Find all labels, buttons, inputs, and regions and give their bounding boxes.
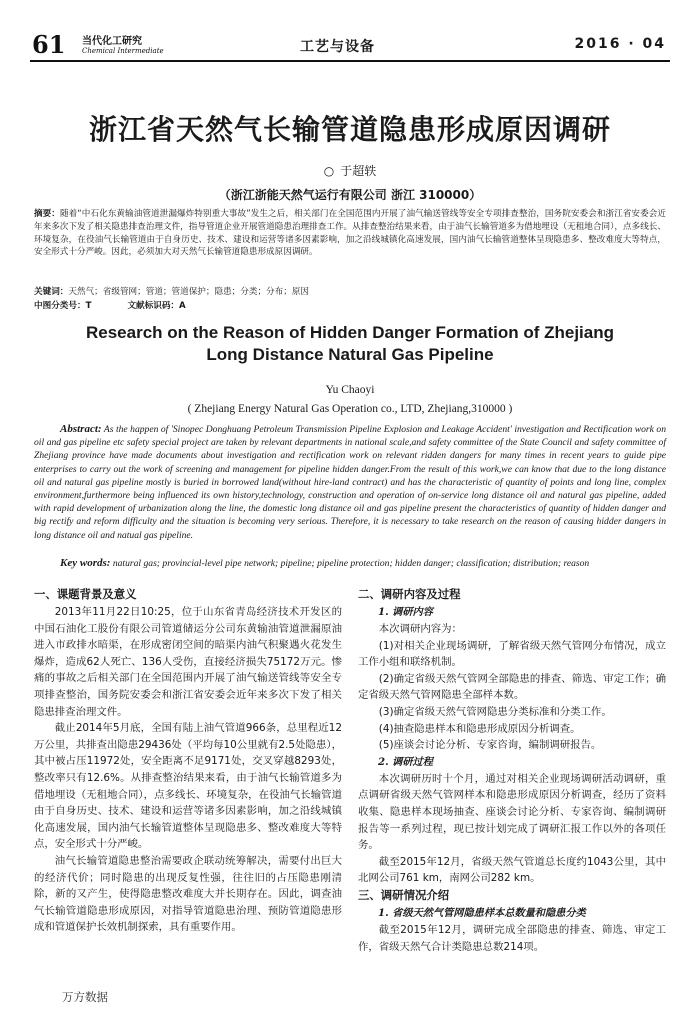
keywords-cn-label: 关键词： [34,287,69,297]
abstract-en [34,423,666,542]
keywords-en-label: Key words: [60,557,111,569]
paper-title-en-line1: Research on the Reason of Hidden Danger Formation of Zhejiang [85,323,614,342]
list-item: (3)确定省级天然气管网隐患分类标准和分类工作。 [378,705,612,718]
paper-title-en-line2: Long Distance Natural Gas Pipeline [206,345,494,364]
source-watermark: 万方数据 [62,990,108,1004]
list-item: (4)抽查隐患样本和隐患形成原因分析调查。 [378,722,581,735]
body-paragraph: 截至2015年12月，省级天然气管道总长度约1043公里，其中北网公司761 km，南网公司282 km。 [358,855,666,885]
abstract-cn-label: 摘要： [34,209,60,219]
body-paragraph: 2013年11月22日10:25，位于山东省青岛经济技术开发区的中国石油化工股份有限公司管道储运分公司东黄输油管道泄漏原油进入市政排水暗渠，在形成密闭空间的暗渠内油气积聚遇火花发生爆炸，造成62人死亡、136人受伤，直接经济损失75172万元。惨痛的事故之后相关部门在全国范围内开展了油气输送管线等安全专项排查整治，国务院安委会和浙江省安委会近年来多次下发了相关隐患排查治理文件。 [34,606,342,718]
issue-number: 2016 · 04 [574,36,666,52]
list-item: (2)确定省级天然气管网全部隐患的排查、筛选、审定工作；确定省级天然气管网隐患全部样本数。 [358,672,666,702]
section-heading-1: 一、课题背景及意义 [34,587,137,601]
body-paragraph: 油气长输管道隐患整治需要政企联动统筹解决，需要付出巨大的经济代价；同时隐患的出现反复性强，往往旧的占压隐患刚清除，新的又产生，使得隐患整改难度大并长期存在。因此，调查油气长输管道隐患形成原因，对指导管道隐患治理、预防管道隐患形成和管道保护长效机制探索，具有重要作用。 [34,854,342,934]
keywords-en [34,557,666,570]
journal-name-cn: 当代化工研究 [82,36,142,47]
list-item: (1)对相关企业现场调研，了解省级天然气管网分布情况，成立工作小组和联络机制。 [358,639,666,669]
journal-name-en: Chemical Intermediate [82,47,164,55]
list-item: (5)座谈会讨论分析、专家咨询，编制调研报告。 [378,739,602,752]
body-paragraph: 截至2015年12月，调研完成全部隐患的排查、筛选、审定工作，省级天然气合计类隐患总数214项。 [358,923,666,953]
author-name-cn: 于超轶 [340,164,377,178]
classification-label: 中图分类号： [34,301,86,311]
doc-code: A [179,301,186,311]
keywords-cn [34,286,666,299]
section-title: 工艺与设备 [300,39,375,55]
affiliation-en: ( Zhejiang Energy Natural Gas Operation co., LTD, Zhejiang,310000 ) [187,403,513,415]
body-column-left [34,586,342,936]
body-paragraph: 本次调研内容为： [378,623,462,635]
author-en: Yu Chaoyi [325,384,375,396]
affiliation-cn: （浙江浙能天然气运行有限公司 浙江 310000） [218,188,482,202]
journal-name [82,32,164,55]
abstract-cn-text: 随着“中石化东黄输油管道泄漏爆炸特别重大事故”发生之后，相关部门在全国范围内开展了油气输送管线等安全专项排查整治，国务院安委会和浙江省安委会近年来多次下发了相关隐患排查治理文件，指导管道企业开展管道隐患治理排查工作。从排查整治结果来看，由于油气长输管道多为借地埋设（无租地合同），点多线长、环境复杂，在役油气长输管道由于自身历史、技术、建设和运营等诸多因素影响，加之沿线城镇化高速发展，国内油气长输管道整体呈现隐患多、整改难度大等特点，安全形式十分严峻。因此，必须加大对天然气长输管道隐患形成原因调研。 [34,209,666,258]
abstract-en-label: Abstract: [60,423,102,435]
body-paragraph: 本次调研历时十个月，通过对相关企业现场调研活动调研，重点调研省级天然气管网样本和隐患形成原因分析调查，经历了资料收集、隐患样本现场抽查、座谈会讨论分析、专家咨询、编制调研报告等一系列过程，现已按计划完成了调研汇报工作以外的各项任务。 [358,772,666,852]
abstract-cn [34,208,666,259]
keywords-cn-text: 天然气；省级管网；管道；管道保护；隐患；分类；分布；原因 [68,287,310,297]
subsection-heading: 2. 调研过程 [378,755,433,768]
keywords-en-text: natural gas; provincial-level pipe network; pipeline; pipeline protection; hidden danger; classification; distribution; reason [112,558,590,569]
classification-code: T [85,301,92,311]
section-heading-2: 二、调研内容及过程 [358,587,461,601]
subsection-heading: 1. 调研内容 [378,606,433,618]
section-heading-3: 三、调研情况介绍 [358,887,450,902]
subsection-heading: 1. 省级天然气管网隐患样本总数量和隐患分类 [378,906,586,919]
author-marker: ○ [323,164,335,178]
page-number: 61 [32,30,66,59]
classification-line [34,300,666,313]
paper-title-en [0,322,700,366]
header-divider [30,60,670,62]
doc-code-label: 文献标识码： [127,301,180,311]
paper-title-cn: 浙江省天然气长输管道隐患形成原因调研 [88,113,611,146]
author-cn [0,162,700,179]
abstract-en-text: As the happen of 'Sinopec Donghuang Petroleum Transmission Pipeline Explosion and Leakage Accident' investigation and Rectification work on oil and gas pipeline etc safety special project are taken by relevant departments in national scale,and safety committee of the State Council and safety committee of Zhejiang province have made documents about investigation and rectification work on relevant ridden dangers for many times in recent years to guide pipe enterprises to carry out the work of screening and management for pipeline hidden danger.From the result of this work,we can know that due to the long distance oil and natural gas pipeline mostly is buried in borrowed land(without hire-land contract) and has the characteristic of quantity of points and long line, complex environment,furthermore being influenced its own history,technology, construction and operation of on-service long distance oil and natural gas pipeline, added with rapid development of urbanization along the line, the domestic long distance oil and gas pipeline present the characteristics of quantity of hidden danger and big rectify and reform difficulty and the situation is becoming very serious. Therefore, it is necessary to take research on the reason of causing hidder dangers in long distance oil and natual gas pipeline. [34,424,666,541]
body-paragraph: 截止2014年5月底，全国有陆上油气管道966条，总里程近12万公里，共排查出隐患29436处（平均每10公里就有2.5处隐患），其中被占压11972处，安全距离不足9171处，交叉穿越8293处，整改率只有12.6%。从排查整治结果来看，由于油气长输管道多为借地埋设（无租地合同），点多线长、环境复杂，在役油气长输管道由于自身历史、技术、建设和运营等诸多因素影响，加之沿线城镇化高速发展，国内油气长输管道整体呈现隐患多、整改难度大等特点，安全形式十分严峻。 [34,722,342,851]
body-column-right [358,586,666,955]
